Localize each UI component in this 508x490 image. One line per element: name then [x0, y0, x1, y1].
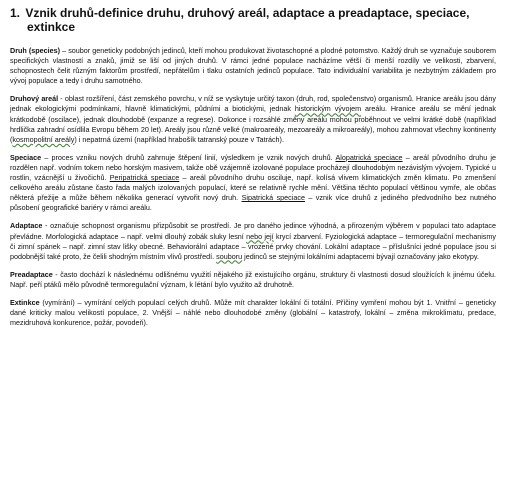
- subterm-peripatricka: Peripatrická speciace: [109, 173, 180, 183]
- paragraph-speciace-text-1: – proces vzniku nových druhů zahrnuje štěpení linií, výsledkem je vznik nových druhů.: [41, 152, 336, 162]
- heading-line-2: extinkce: [27, 20, 76, 34]
- paragraph-extinkce-text: (vymírání) – vymírání celých populací celých druhů. Může mít charakter lokální či totální. Příčiny vymření mohou být 1. Vnitřní – geneticky dané kriticky malou velikostí populace, 2. Vnější – náhlé nebo dlouhodobé změny (globální – katastrofy, lokální – změna mikroklimatu, predace, mezidruhová konkurence, požár, povodeň).: [10, 297, 496, 328]
- paragraph-speciace-text-2: – areál původního druhu je rozdělen např. vodním tokem nebo horským masivem, takže obě vzájemně izolované populace procházejí dlouhodobým nezávislým vývojem. Typické u rostlin, vzácnější u živočichů.: [10, 152, 496, 183]
- paragraph-adaptace-text-3: jedinců se stejnými lokálními adaptacemi bývají označovány jako ekotypy.: [242, 251, 479, 261]
- paragraph-areal-text-2: areálu. Hranice areálu se mění jednak krátkodobě (oscilace), jednak dlouhodobě (expanze a regrese). Dokonce i rozsáhlé změny areálu mohou proběhnout ve velmi krátké době (například hrdlička zahradní osídlila Evropu během 20 let). Areály jsou různě velké (makroareály, mezoareály a mikroareály), mohou zahrnovat všechny kontinenty (: [10, 104, 496, 144]
- paragraph-areal: [10, 94, 496, 144]
- spellcheck-mark-historickym: historickým vývojem: [294, 104, 362, 114]
- term-areal: Druhový areál: [10, 94, 59, 104]
- paragraph-preadaptace: [10, 270, 496, 290]
- term-druh: Druh (species): [10, 46, 61, 55]
- paragraph-speciace: [10, 153, 496, 214]
- subterm-alopatricka: Alopatrická speciace: [335, 152, 403, 162]
- heading-number: 1.: [10, 6, 21, 20]
- document-heading: [10, 6, 496, 34]
- subterm-sipatricka: Sipatrická speciace: [241, 193, 305, 203]
- paragraph-areal-text-1: - oblast rozšíření, část zemského povrchu, v níž se vyskytuje určitý taxon (druh, rod, společenstvo) organismů. Hranice areálu jsou dány jednak ekologickými podmínkami, hlavně klimatickými, půdními a biotickými, jednak: [10, 94, 497, 114]
- paragraph-extinkce: [10, 298, 496, 328]
- paragraph-speciace-text-4: – vznik více druhů z jediného předvodního bez nutného působení geografické bariéry v rámci areálu.: [10, 193, 496, 213]
- term-adaptace: Adaptace: [10, 221, 43, 231]
- paragraph-adaptace-text-2: krycí zbarvení. Fyziologická adaptace – termoregulační mechanismy či zimní spánek – např. zimní stav lišky obecné. Behaviorální adaptace – vrozené prvky chování. Lokální adaptace – příslušníci jedné populace jsou si podobnější také proto, že čelili shodným místním vlivů prostředí.: [10, 231, 496, 261]
- paragraph-speciace-text-3: – areál původního druhu osciluje, např. kolísá vlivem klimatických změn klimatu. Po zmenšení celkového areálu zůstane často řada malých izolovaných populací, které se relativně rychle mění. Většina těchto populací většinou vymře, ale občas některá přežije a může během několika generací vytvořit nový druh.: [10, 173, 496, 203]
- spellcheck-mark-nebo-jeji: nebo její: [246, 231, 274, 241]
- term-extinkce: Extinkce: [10, 297, 40, 307]
- paragraph-druh: [10, 46, 496, 86]
- paragraph-adaptace: [10, 221, 496, 261]
- paragraph-adaptace-text-1: - označuje schopnost organismu přizpůsobit se prostředí. Je pro daného jedince výhodná, a přirozeným výběrem v populaci tato adaptace převládne. Morfologická adaptace – např. velmi dlouhý zobák sluky lesní: [10, 221, 496, 241]
- term-speciace: Speciace: [10, 152, 42, 162]
- paragraph-areal-text-3: ) i nepatrná území (například hrabošík tatranský pouze v Tatrách).: [74, 134, 284, 144]
- paragraph-druh-text: – soubor geneticky podobných jedinců, kteří mohou produkovat životaschopné a plodné potomstvo. Každý druh se vyznačuje souborem specifických vlastností a znaků, jimiž se liší od jiných druhů. V rámci jedné populace nacházíme větší či menší rozdíly ve velikosti, zbarvení, schopnostech čelit různým faktorům prostředí, nepřátelům i tlaku ostatních jedinců populace. Tato individuální variabilita je nezbytným základem pro vývoj populace a tedy i druhu samotného.: [10, 46, 496, 86]
- spellcheck-mark-souboru: souboru: [216, 251, 243, 261]
- term-preadaptace: Preadaptace: [10, 269, 53, 279]
- spellcheck-mark-kosmopolitni: kosmopolitní areály: [12, 134, 75, 144]
- heading-line-1: Vznik druhů-definice druhu, druhový areál, adaptace a preadaptace, speciace,: [25, 6, 470, 20]
- paragraph-preadaptace-text: - často dochází k následnému odlišnému využití nějakého již existujícího orgánu, struktury či vlastnosti dosud sloužících k jinému účelu. Např. peří ptáků mělo původně termoregulační význam, k létání bylo využito až druhotně.: [10, 269, 496, 289]
